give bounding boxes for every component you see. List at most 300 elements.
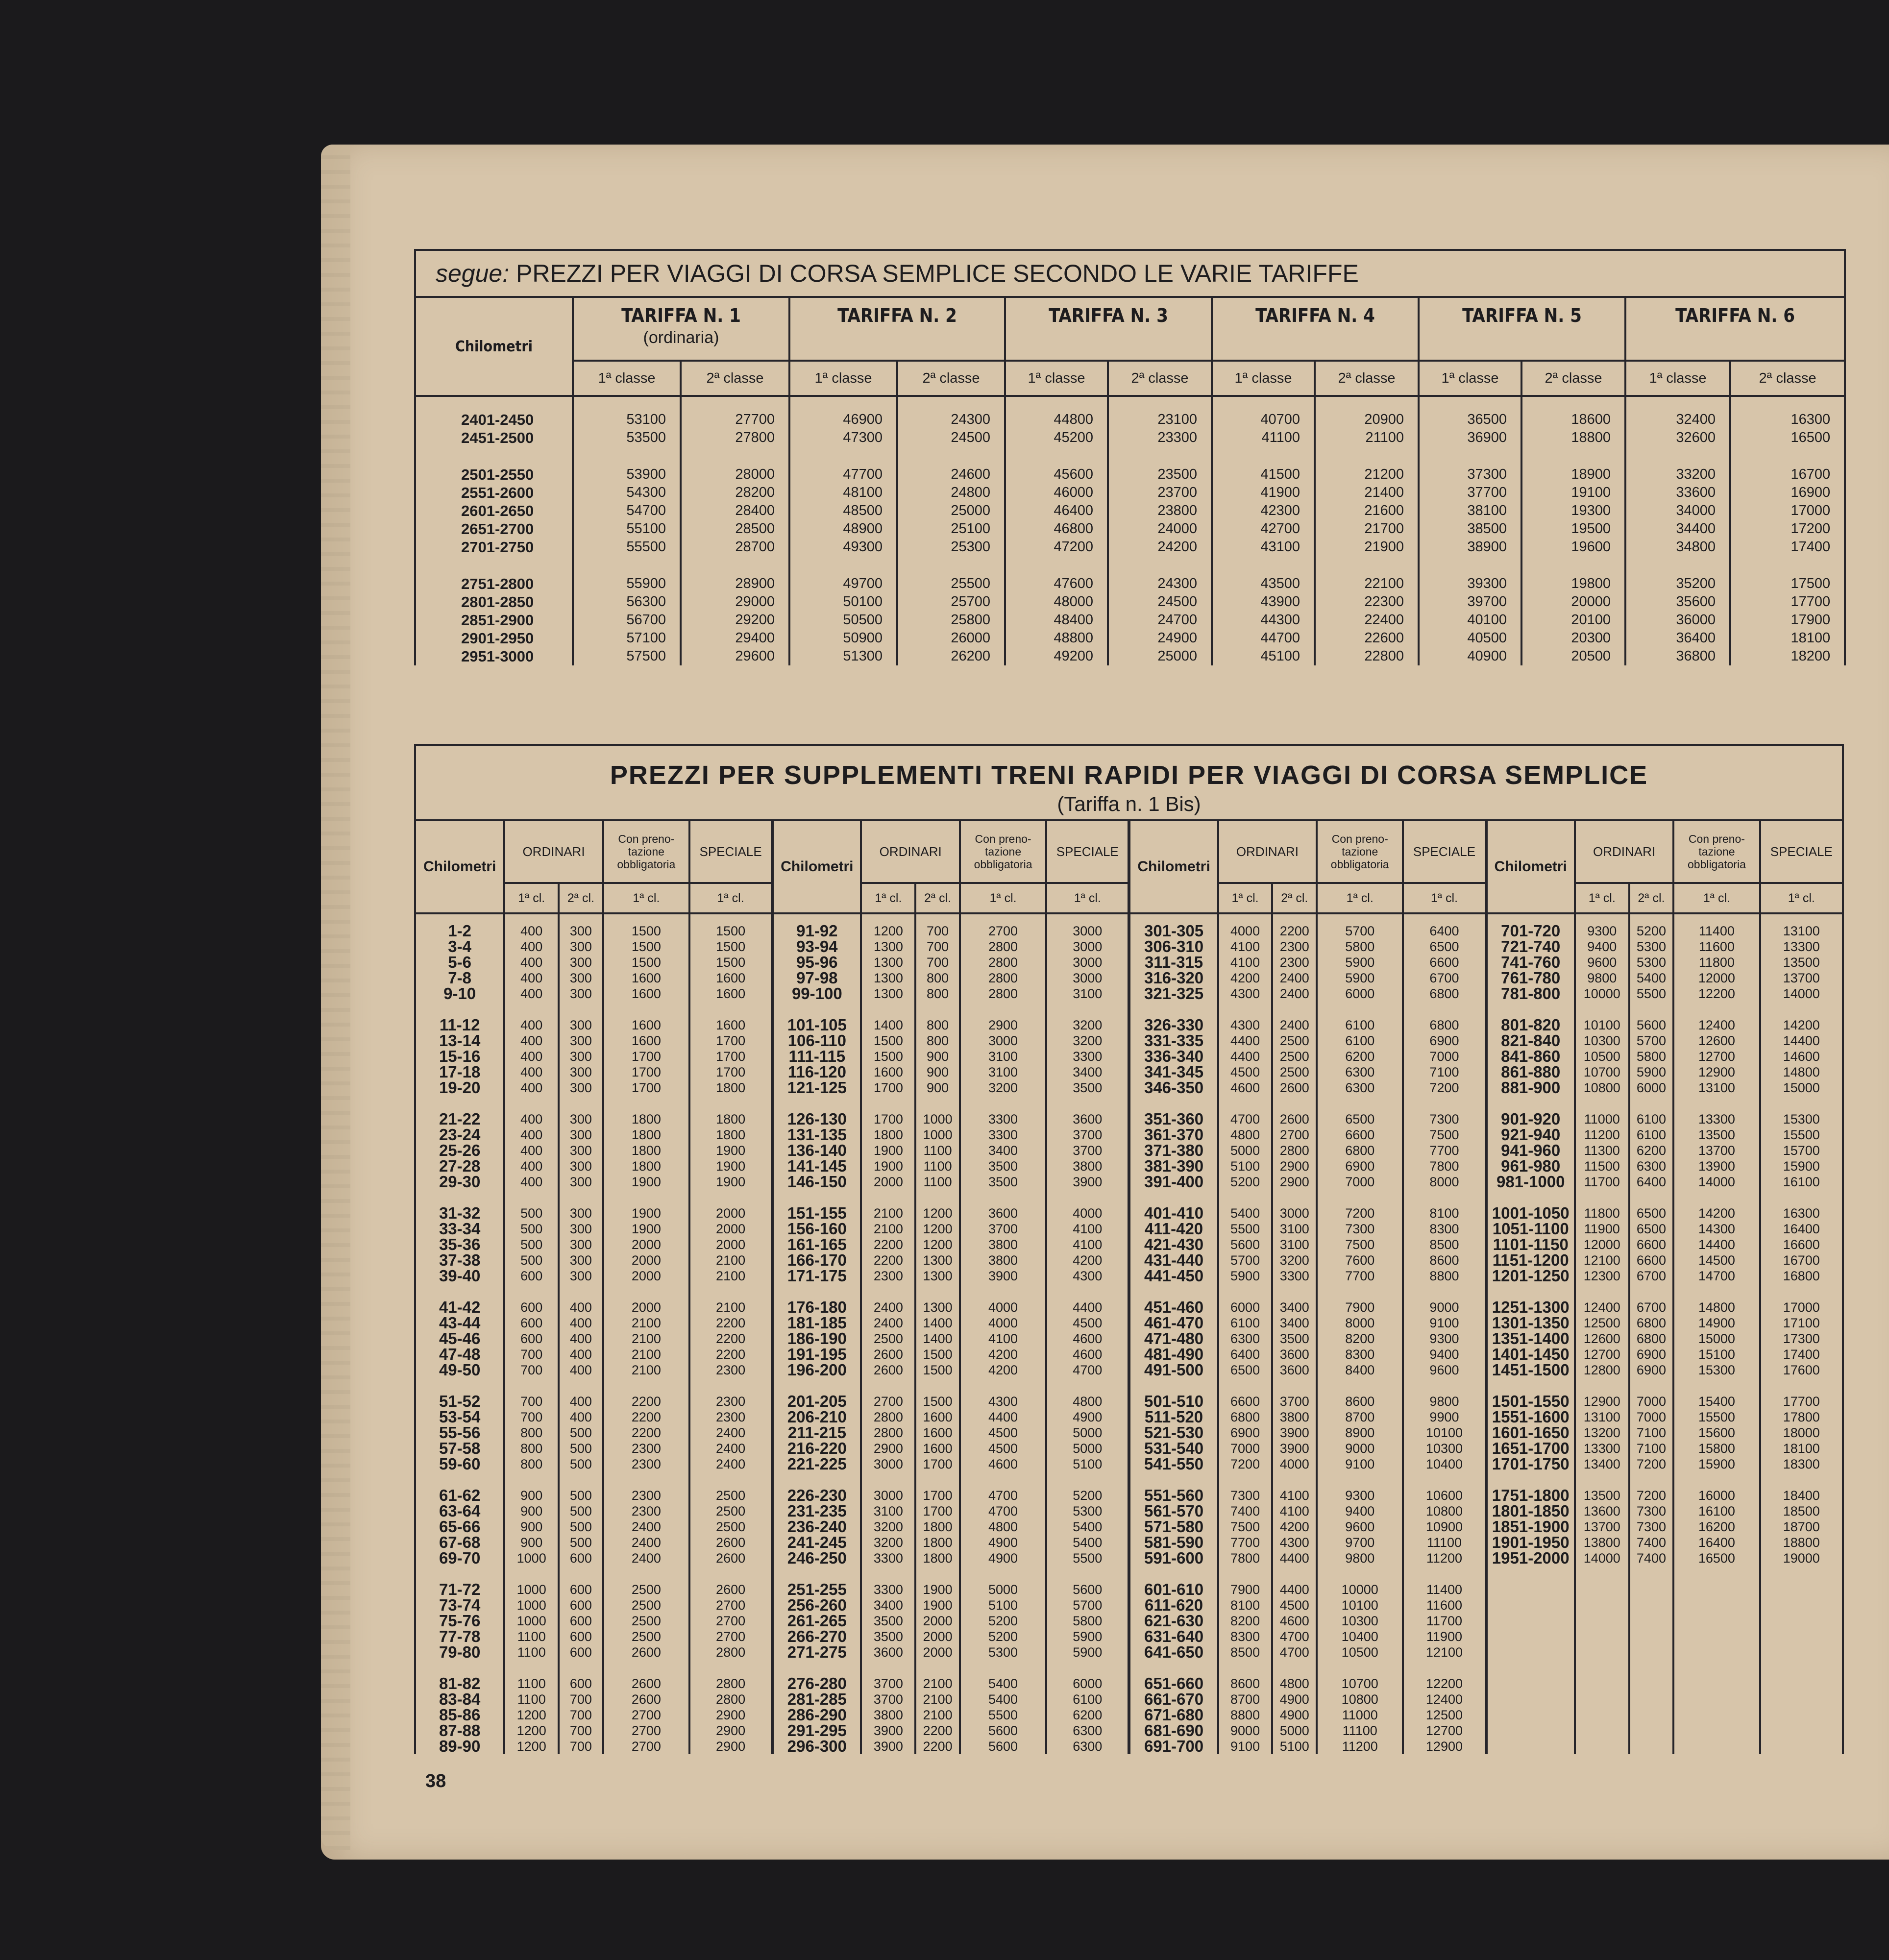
price-cell: 1700 (603, 1049, 689, 1064)
price-cell: 2100 (689, 1268, 772, 1284)
spacer-cell (415, 1284, 504, 1299)
price-cell: 3300 (861, 1582, 915, 1597)
spacer-cell (1629, 1378, 1674, 1394)
spacer-cell (861, 1284, 915, 1299)
price-cell: 8900 (1317, 1425, 1403, 1441)
price-cell: 300 (559, 913, 603, 939)
price-cell: 29400 (681, 629, 789, 647)
price-cell: 600 (504, 1331, 559, 1347)
price-cell: 13300 (1673, 1111, 1760, 1127)
price-cell: 17800 (1760, 1409, 1843, 1425)
price-cell: 12100 (1403, 1644, 1486, 1660)
spacer-cell (603, 1566, 689, 1582)
table-row (415, 1535, 1843, 1550)
price-cell: 6100 (1317, 1033, 1403, 1049)
table-row (415, 1456, 1843, 1472)
spacer-cell (1673, 1190, 1760, 1205)
km-range: 491-500 (1129, 1362, 1218, 1378)
price-cell: 42700 (1212, 520, 1315, 538)
price-cell: 9600 (1575, 955, 1629, 970)
km-range: 371-380 (1129, 1143, 1218, 1158)
spacer-cell (1419, 447, 1521, 466)
km-range: 33-34 (415, 1221, 504, 1237)
price-cell: 900 (504, 1488, 559, 1503)
price-cell: 4200 (960, 1347, 1046, 1362)
price-cell: 1400 (915, 1331, 960, 1347)
table-row (415, 611, 1845, 629)
km-range: 71-72 (415, 1582, 504, 1597)
price-cell: 10100 (1403, 1425, 1486, 1441)
price-cell: 28200 (681, 484, 789, 502)
spacer-cell (772, 1660, 861, 1676)
spacer-cell (1272, 1002, 1317, 1017)
price-cell: 3600 (1272, 1347, 1317, 1362)
price-cell: 600 (504, 1268, 559, 1284)
price-cell: 6000 (1629, 1080, 1674, 1096)
price-cell: 43900 (1212, 593, 1315, 611)
price-cell: 5800 (1629, 1049, 1674, 1064)
price-cell (1673, 1613, 1760, 1629)
km-range: 801-820 (1486, 1017, 1575, 1033)
price-cell: 6800 (1403, 1017, 1486, 1033)
price-cell: 12500 (1403, 1707, 1486, 1723)
km-range: 501-510 (1129, 1394, 1218, 1409)
km-range: 166-170 (772, 1252, 861, 1268)
table-row (415, 1347, 1843, 1362)
price-cell: 2600 (1272, 1111, 1317, 1127)
spacer-cell (1218, 1284, 1273, 1299)
spacer-cell (1403, 1284, 1486, 1299)
spacer-cell (1760, 1660, 1843, 1676)
price-cell: 4100 (1272, 1488, 1317, 1503)
price-cell: 23700 (1108, 484, 1212, 502)
price-cell: 7300 (1317, 1221, 1403, 1237)
spacer-cell (1673, 1660, 1760, 1676)
price-cell: 2600 (603, 1644, 689, 1660)
price-cell: 3800 (960, 1252, 1046, 1268)
price-cell: 4800 (960, 1519, 1046, 1535)
tariff-name: TARIFFA N. 6 (1675, 305, 1795, 326)
price-cell: 2400 (1272, 986, 1317, 1002)
price-cell: 25000 (897, 502, 1005, 520)
spacer-cell (1403, 1660, 1486, 1676)
km-range: 781-800 (1486, 986, 1575, 1002)
price-cell: 2000 (689, 1221, 772, 1237)
price-cell: 3100 (1272, 1221, 1317, 1237)
price-cell: 11200 (1575, 1127, 1629, 1143)
km-range: 181-185 (772, 1315, 861, 1331)
spacer-row (415, 1190, 1843, 1205)
km-range: 1001-1050 (1486, 1205, 1575, 1221)
price-cell: 3100 (1046, 986, 1129, 1002)
km-range: 85-86 (415, 1707, 504, 1723)
price-cell: 8800 (1218, 1707, 1273, 1723)
price-cell: 8000 (1403, 1174, 1486, 1190)
price-cell: 900 (504, 1503, 559, 1519)
spacer-cell (504, 1002, 559, 1017)
speciale-header: SPECIALE (1046, 820, 1129, 883)
price-cell: 25700 (897, 593, 1005, 611)
price-cell: 400 (504, 913, 559, 939)
price-cell: 4400 (1272, 1550, 1317, 1566)
price-cell: 300 (559, 970, 603, 986)
price-cell: 18800 (1521, 429, 1625, 447)
price-cell: 2800 (689, 1691, 772, 1707)
price-cell: 2500 (1272, 1033, 1317, 1049)
price-cell: 26000 (897, 629, 1005, 647)
km-range: 471-480 (1129, 1331, 1218, 1347)
table-row (415, 1629, 1843, 1644)
price-cell: 10100 (1575, 1017, 1629, 1033)
km-range: 1701-1750 (1486, 1456, 1575, 1472)
cl1-header: 1ª cl. (1575, 883, 1629, 913)
spacer-cell (1129, 1566, 1218, 1582)
price-cell: 400 (504, 1143, 559, 1158)
spacer-cell (915, 1472, 960, 1488)
km-range: 431-440 (1129, 1252, 1218, 1268)
price-cell: 4100 (960, 1331, 1046, 1347)
price-cell: 57500 (573, 647, 681, 665)
km-range: 63-64 (415, 1503, 504, 1519)
price-cell: 400 (559, 1362, 603, 1378)
price-cell: 3000 (960, 1033, 1046, 1049)
km-range: 296-300 (772, 1739, 861, 1754)
spacer-cell (1629, 1660, 1674, 1676)
price-cell: 6100 (1317, 1017, 1403, 1033)
price-cell: 14800 (1760, 1064, 1843, 1080)
km-range: 206-210 (772, 1409, 861, 1425)
price-cell: 5100 (1272, 1739, 1317, 1754)
price-cell: 3500 (1046, 1080, 1129, 1096)
price-cell: 300 (559, 955, 603, 970)
price-cell: 5200 (960, 1613, 1046, 1629)
price-cell (1673, 1597, 1760, 1613)
spacer-cell (1575, 1284, 1629, 1299)
price-cell: 700 (559, 1739, 603, 1754)
price-cell: 6300 (1218, 1331, 1273, 1347)
price-cell: 2700 (603, 1707, 689, 1723)
price-cell: 500 (504, 1237, 559, 1252)
price-cell: 1000 (504, 1582, 559, 1597)
price-cell (1575, 1597, 1629, 1613)
price-cell: 6300 (1046, 1723, 1129, 1739)
price-cell: 2200 (915, 1739, 960, 1754)
price-cell: 8700 (1218, 1691, 1273, 1707)
price-cell: 1900 (861, 1158, 915, 1174)
price-cell: 5600 (960, 1739, 1046, 1754)
price-cell (1629, 1691, 1674, 1707)
prenotazione-line: tazione (984, 845, 1022, 858)
price-cell: 23500 (1108, 466, 1212, 484)
spacer-cell (960, 1002, 1046, 1017)
spacer-cell (1629, 1190, 1674, 1205)
price-cell: 21900 (1315, 538, 1419, 556)
price-cell: 6300 (1317, 1064, 1403, 1080)
price-cell (1629, 1739, 1674, 1754)
price-cell: 3800 (861, 1707, 915, 1723)
price-cell: 1800 (603, 1143, 689, 1158)
price-cell: 16700 (1760, 1252, 1843, 1268)
price-cell: 4500 (960, 1425, 1046, 1441)
price-cell: 2100 (861, 1205, 915, 1221)
price-cell: 20900 (1315, 396, 1419, 429)
km-range: 51-52 (415, 1394, 504, 1409)
price-cell: 6800 (1629, 1331, 1674, 1347)
price-cell: 4400 (1046, 1299, 1129, 1315)
price-cell: 18100 (1760, 1441, 1843, 1456)
price-cell: 2500 (1272, 1064, 1317, 1080)
km-range: 81-82 (415, 1676, 504, 1691)
price-cell: 6400 (1403, 913, 1486, 939)
price-cell: 10800 (1575, 1080, 1629, 1096)
price-cell: 14200 (1673, 1205, 1760, 1221)
price-cell: 34800 (1625, 538, 1730, 556)
class-2-header: 2ª classe (681, 361, 789, 396)
price-cell: 1200 (915, 1237, 960, 1252)
price-cell: 37300 (1419, 466, 1521, 484)
price-cell: 5600 (1218, 1237, 1273, 1252)
price-cell: 46800 (1005, 520, 1108, 538)
price-cell: 3500 (861, 1613, 915, 1629)
spacer-cell (1129, 1284, 1218, 1299)
price-cell: 1500 (689, 913, 772, 939)
price-cell: 2700 (689, 1629, 772, 1644)
price-cell: 400 (504, 1174, 559, 1190)
price-cell: 2100 (915, 1707, 960, 1723)
km-range: 7-8 (415, 970, 504, 986)
price-cell: 2400 (603, 1535, 689, 1550)
price-cell: 6500 (1629, 1221, 1674, 1237)
km-range: 47-48 (415, 1347, 504, 1362)
price-cell: 2800 (960, 970, 1046, 986)
spacer-cell (504, 1096, 559, 1111)
price-cell: 48800 (1005, 629, 1108, 647)
price-cell: 50500 (789, 611, 897, 629)
prenotazione-header (603, 820, 689, 883)
price-cell: 13100 (1673, 1080, 1760, 1096)
km-range: 326-330 (1129, 1017, 1218, 1033)
price-cell: 11700 (1575, 1174, 1629, 1190)
price-cell (1673, 1723, 1760, 1739)
price-cell: 14500 (1673, 1252, 1760, 1268)
km-column-header: Chilometri (772, 820, 861, 913)
table-row (415, 1268, 1843, 1284)
spacer-cell (1403, 1472, 1486, 1488)
price-cell: 3000 (1046, 970, 1129, 986)
spacer-cell (1673, 1378, 1760, 1394)
table-row (415, 1064, 1843, 1080)
km-range: 67-68 (415, 1535, 504, 1550)
price-cell: 8200 (1218, 1613, 1273, 1629)
price-cell: 15500 (1673, 1409, 1760, 1425)
price-cell: 18600 (1521, 396, 1625, 429)
km-range: 571-580 (1129, 1519, 1218, 1535)
spacer-cell (1575, 1566, 1629, 1582)
km-range: 391-400 (1129, 1174, 1218, 1190)
price-cell: 15900 (1673, 1456, 1760, 1472)
price-cell: 49300 (789, 538, 897, 556)
price-cell: 10000 (1317, 1582, 1403, 1597)
price-cell: 2500 (689, 1519, 772, 1535)
price-cell: 400 (504, 955, 559, 970)
price-cell: 9700 (1317, 1535, 1403, 1550)
price-cell: 2500 (1272, 1049, 1317, 1064)
price-cell: 44300 (1212, 611, 1315, 629)
price-cell: 12900 (1673, 1064, 1760, 1080)
price-cell: 7900 (1317, 1299, 1403, 1315)
price-cell (1760, 1723, 1843, 1739)
price-cell: 4700 (1046, 1362, 1129, 1378)
price-cell: 17100 (1760, 1315, 1843, 1331)
price-cell: 5000 (960, 1582, 1046, 1597)
spacer-cell (1629, 1096, 1674, 1111)
spacer-cell (1575, 1378, 1629, 1394)
price-cell: 41500 (1212, 466, 1315, 484)
price-cell: 13700 (1760, 970, 1843, 986)
km-range: 2501-2550 (415, 466, 573, 484)
price-cell: 16600 (1760, 1237, 1843, 1252)
km-range: 611-620 (1129, 1597, 1218, 1613)
table-row (415, 970, 1843, 986)
price-cell: 700 (915, 913, 960, 939)
price-cell: 2000 (689, 1205, 772, 1221)
spacer-cell (861, 1096, 915, 1111)
price-cell: 500 (559, 1503, 603, 1519)
spacer-row (415, 1378, 1843, 1394)
price-cell: 41900 (1212, 484, 1315, 502)
price-cell: 6400 (1629, 1174, 1674, 1190)
spacer-cell (1403, 1096, 1486, 1111)
price-cell: 15300 (1760, 1111, 1843, 1127)
price-cell: 300 (559, 1158, 603, 1174)
km-range: 761-780 (1486, 970, 1575, 986)
price-cell: 9000 (1317, 1441, 1403, 1456)
price-cell: 9100 (1218, 1739, 1273, 1754)
price-cell: 10600 (1403, 1488, 1486, 1503)
price-cell: 36500 (1419, 396, 1521, 429)
price-cell: 56300 (573, 593, 681, 611)
price-cell: 2400 (1272, 1017, 1317, 1033)
km-range: 601-610 (1129, 1582, 1218, 1597)
spacer-cell (504, 1378, 559, 1394)
km-range: 1901-1950 (1486, 1535, 1575, 1550)
km-range: 241-245 (772, 1535, 861, 1550)
tariffs-title (415, 250, 1845, 297)
price-cell: 6900 (1317, 1158, 1403, 1174)
price-cell: 2800 (1272, 1143, 1317, 1158)
price-cell: 57100 (573, 629, 681, 647)
price-cell: 15000 (1760, 1080, 1843, 1096)
price-cell: 1900 (915, 1582, 960, 1597)
table-row (415, 1205, 1843, 1221)
price-cell: 6500 (1218, 1362, 1273, 1378)
price-cell: 1900 (689, 1143, 772, 1158)
price-cell: 2600 (689, 1535, 772, 1550)
price-cell: 36400 (1625, 629, 1730, 647)
price-cell: 4500 (1272, 1597, 1317, 1613)
cl2-header: 2ª cl. (915, 883, 960, 913)
spacer-cell (1046, 1472, 1129, 1488)
price-cell: 54300 (573, 484, 681, 502)
price-cell: 300 (559, 1017, 603, 1033)
price-cell: 6700 (1629, 1299, 1674, 1315)
spacer-cell (559, 1378, 603, 1394)
spacer-cell (1760, 1472, 1843, 1488)
price-cell: 13500 (1673, 1127, 1760, 1143)
spacer-cell (1218, 1660, 1273, 1676)
prenotazione-header (960, 820, 1046, 883)
spacer-cell (960, 1378, 1046, 1394)
spacer-cell (1575, 1002, 1629, 1017)
table-row (415, 939, 1843, 955)
km-range: 461-470 (1129, 1315, 1218, 1331)
price-cell: 51300 (789, 647, 897, 665)
price-cell: 400 (504, 1127, 559, 1143)
price-cell: 46400 (1005, 502, 1108, 520)
price-cell: 700 (504, 1362, 559, 1378)
km-range: 1101-1150 (1486, 1237, 1575, 1252)
price-cell: 4700 (1272, 1629, 1317, 1644)
price-cell: 4600 (1272, 1613, 1317, 1629)
price-cell: 29200 (681, 611, 789, 629)
price-cell (1760, 1691, 1843, 1707)
spacer-cell (1317, 1660, 1403, 1676)
price-cell: 43100 (1212, 538, 1315, 556)
price-cell: 1900 (603, 1221, 689, 1237)
price-cell: 2300 (689, 1362, 772, 1378)
km-range: 411-420 (1129, 1221, 1218, 1237)
km-range: 146-150 (772, 1174, 861, 1190)
price-cell: 300 (559, 1237, 603, 1252)
price-cell (1575, 1644, 1629, 1660)
table-row (415, 575, 1845, 593)
class-2-header: 2ª classe (1315, 361, 1419, 396)
price-cell: 2000 (603, 1252, 689, 1268)
km-range: 281-285 (772, 1691, 861, 1707)
price-cell: 800 (915, 970, 960, 986)
spacer-cell (415, 1472, 504, 1488)
price-cell: 4800 (1272, 1676, 1317, 1691)
price-cell: 53500 (573, 429, 681, 447)
price-cell: 3900 (1046, 1174, 1129, 1190)
price-cell: 2800 (861, 1409, 915, 1425)
km-range: 91-92 (772, 913, 861, 939)
km-column-header: Chilometri (1486, 820, 1575, 913)
table-row (415, 1676, 1843, 1691)
price-cell: 53900 (573, 466, 681, 484)
price-cell: 3600 (960, 1205, 1046, 1221)
price-cell: 45100 (1212, 647, 1315, 665)
price-cell: 5400 (1218, 1205, 1273, 1221)
cl1-header: 1ª cl. (1403, 883, 1486, 913)
price-cell: 7100 (1629, 1425, 1674, 1441)
table-row (415, 913, 1843, 939)
price-cell: 3800 (1046, 1158, 1129, 1174)
price-cell: 10500 (1575, 1049, 1629, 1064)
price-cell: 41100 (1212, 429, 1315, 447)
spacer-cell (1317, 1284, 1403, 1299)
price-cell: 5500 (960, 1707, 1046, 1723)
spacer-cell (772, 1378, 861, 1394)
price-cell: 24900 (1108, 629, 1212, 647)
km-range: 151-155 (772, 1205, 861, 1221)
spacer-cell (1486, 1660, 1575, 1676)
spacer-cell (1129, 1096, 1218, 1111)
price-cell: 8300 (1403, 1221, 1486, 1237)
price-cell: 6600 (1317, 1127, 1403, 1143)
km-range: 106-110 (772, 1033, 861, 1049)
km-range: 37-38 (415, 1252, 504, 1268)
